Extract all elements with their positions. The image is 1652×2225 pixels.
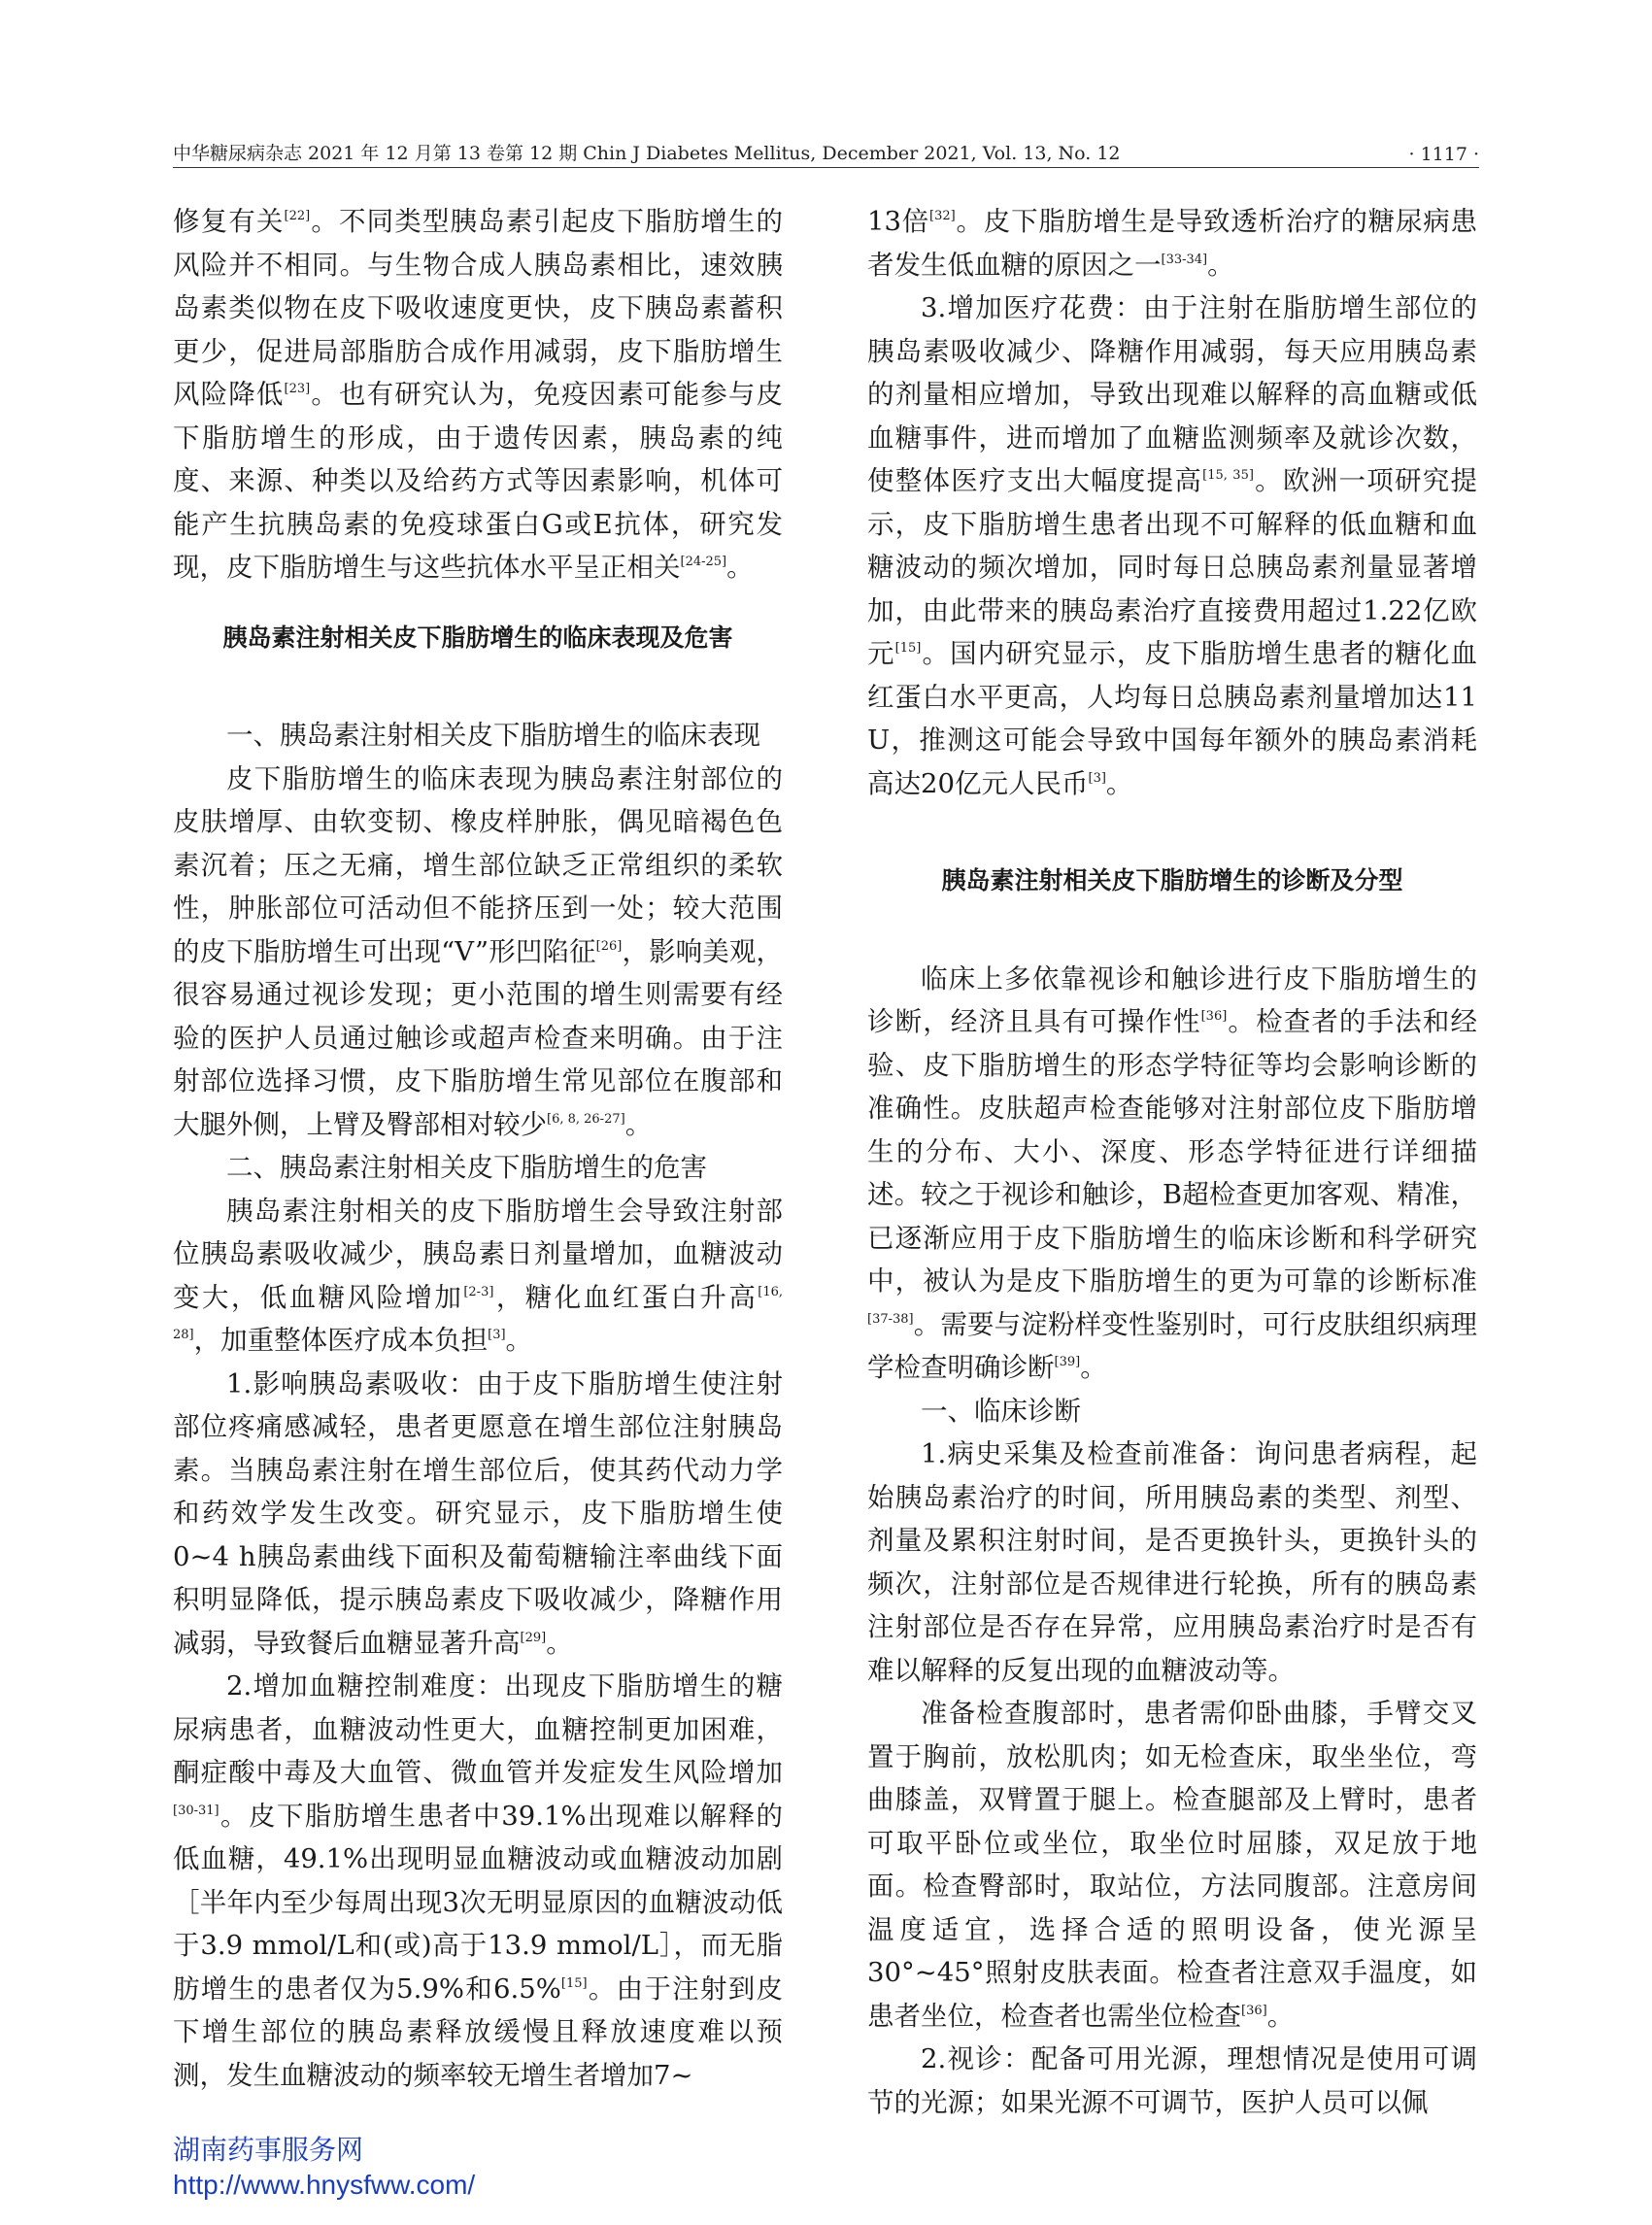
citation-ref[interactable]: [30-31] xyxy=(173,1803,219,1818)
page-number: · 1117 · xyxy=(1408,144,1479,165)
watermark-site-name: 湖南药事服务网 xyxy=(173,2135,364,2165)
citation-ref[interactable]: [29] xyxy=(520,1630,547,1645)
citation-ref[interactable]: [37-38] xyxy=(867,1311,914,1327)
watermark-url[interactable]: http://www.hnysfww.com/ xyxy=(173,2170,476,2200)
subsection-heading: 一、胰岛素注射相关皮下脂肪增生的临床表现 xyxy=(226,720,760,751)
citation-ref[interactable]: [23] xyxy=(284,382,311,396)
section-heading: 胰岛素注射相关皮下脂肪增生的诊断及分型 xyxy=(941,866,1403,894)
citation-ref[interactable]: [22] xyxy=(284,209,311,223)
citation-ref[interactable]: [2-3] xyxy=(463,1284,494,1299)
subsection-heading: 二、胰岛素注射相关皮下脂肪增生的危害 xyxy=(226,1152,707,1183)
body-paragraph: 1.影响胰岛素吸收：由于皮下脂肪增生使注射部位疼痛感减轻，患者更愿意在增生部位注射胰岛素。当胰岛素注射在增生部位后，使其药代动力学和药效学发生改变。研究显示，皮下脂肪增生使0~4 h胰岛素曲线下面积及葡萄糖输注率曲线下面积明显降低，提示胰岛素皮下吸收减少，降糖作用减弱，导致餐后血糖显著升高[29]。 xyxy=(173,1367,783,1659)
body-paragraph: 13倍[32]。皮下脂肪增生是导致透析治疗的糖尿病患者发生低血糖的原因之一[33-34]。 xyxy=(867,206,1477,281)
citation-ref[interactable]: [26] xyxy=(595,938,623,954)
right-column xyxy=(867,200,1477,2124)
subsection-heading: 一、临床诊断 xyxy=(921,1395,1081,1427)
citation-ref[interactable]: [6, 8, 26-27] xyxy=(547,1111,625,1127)
body-paragraph: 2.增加血糖控制难度：出现皮下脂肪增生的糖尿病患者，血糖波动性更大，血糖控制更加困难，酮症酸中毒及大血管、微血管并发症发生风险增加[30-31]。皮下脂肪增生患者中39.1%出现难以解释的低血糖，49.1%出现明显血糖波动或血糖波动加剧［半年内至少每周出现3次无明显原因的血糖波动低于3.9 mmol/L和(或)高于13.9 mmol/L］，而无脂肪增生的患者仅为5.9%和6.5%[15]。由于注射到皮下增生部位的胰岛素释放缓慢且释放速度难以预测，发生血糖波动的频率较无增生者增加7~ xyxy=(173,1670,783,2091)
site-watermark[interactable] xyxy=(173,2133,475,2203)
citation-ref[interactable]: [16, 28] xyxy=(173,1284,784,1342)
citation-ref[interactable]: [15, 35] xyxy=(1202,468,1254,483)
citation-ref[interactable]: [15] xyxy=(560,1975,588,1991)
citation-ref[interactable]: [3] xyxy=(1088,770,1106,786)
running-header xyxy=(173,132,1479,165)
body-paragraph: 胰岛素注射相关的皮下脂肪增生会导致注射部位胰岛素吸收减少，胰岛素日剂量增加，血糖波动变大，低血糖风险增加[2-3]，糖化血红蛋白升高[16, 28]，加重整体医疗成本负担[3]。 xyxy=(173,1195,784,1356)
body-paragraph: 准备检查腹部时，患者需仰卧曲膝，手臂交叉置于胸前，放松肌肉；如无检查床，取坐坐位，弯曲膝盖，双臂置于腿上。检查腿部及上臂时，患者可取平卧位或坐位，取坐位时屈膝，双足放于地面。检查臀部时，取站位，方法同腹部。注意房间温度适宜，选择合适的照明设备，使光源呈30°~45°照射皮肤表面。检查者注意双手温度，如患者坐位，检查者也需坐位检查[36]。 xyxy=(867,1698,1477,2032)
citation-ref[interactable]: [15] xyxy=(894,641,922,656)
header-divider xyxy=(173,167,1479,168)
section-heading: 胰岛素注射相关皮下脂肪增生的临床表现及危害 xyxy=(222,623,733,652)
body-paragraph: 临床上多依靠视诊和触诊进行皮下脂肪增生的诊断，经济且具有可操作性[36]。检查者的手法和经验、皮下脂肪增生的形态学特征等均会影响诊断的准确性。皮肤超声检查能够对注射部位皮下脂肪增生的分布、大小、深度、形态学特征进行详细描述。较之于视诊和触诊，B超检查更加客观、精准，已逐渐应用于皮下脂肪增生的临床诊断和科学研究中，被认为是皮下脂肪增生的更为可靠的诊断标准[37-38]。需要与淀粉样变性鉴别时，可行皮肤组织病理学检查明确诊断[39]。 xyxy=(867,962,1478,1383)
journal-citation: 中华糖尿病杂志 2021 年 12 月第 13 卷第 12 期 Chin J Diabetes Mellitus, December 2021, Vol. 13, No. 12 xyxy=(173,143,1121,164)
body-paragraph: 3.增加医疗花费：由于注射在脂肪增生部位的胰岛素吸收减少、降糖作用减弱，每天应用胰岛素的剂量相应增加，导致出现难以解释的高血糖或低血糖事件，进而增加了血糖监测频率及就诊次数，使整体医疗支出大幅度提高[15, 35]。欧洲一项研究提示，皮下脂肪增生患者出现不可解释的低血糖和血糖波动的频次增加，同时每日总胰岛素剂量显著增加，由此带来的胰岛素治疗直接费用超过1.22亿欧元[15]。国内研究显示，皮下脂肪增生患者的糖化血红蛋白水平更高，人均每日总胰岛素剂量增加达11 U，推测这可能会导致中国每年额外的胰岛素消耗高达20亿元人民币[3]。 xyxy=(867,292,1478,799)
citation-ref[interactable]: [36] xyxy=(1241,2003,1267,2018)
citation-ref[interactable]: [24-25] xyxy=(680,555,727,569)
body-paragraph: 修复有关[22]。不同类型胰岛素引起皮下脂肪增生的风险并不相同。与生物合成人胰岛素相比，速效胰岛素类似物在皮下吸收速度更快，皮下胰岛素蓄积更少，促进局部脂肪合成作用减弱，皮下脂肪增生风险降低[23]。也有研究认为，免疫因素可能参与皮下脂肪增生的形成，由于遗传因素，胰岛素的纯度、来源、种类以及给药方式等因素影响，机体可能产生抗胰岛素的免疫球蛋白G或E抗体，研究发现，皮下脂肪增生与这些抗体水平呈正相关[24-25]。 xyxy=(173,206,784,583)
citation-ref[interactable]: [32] xyxy=(929,209,956,223)
citation-ref[interactable]: [33-34] xyxy=(1161,252,1208,267)
citation-ref[interactable]: [36] xyxy=(1200,1009,1228,1024)
citation-ref[interactable]: [3] xyxy=(488,1328,506,1342)
body-paragraph: 1.病史采集及检查前准备：询问患者病程，起始胰岛素治疗的时间，所用胰岛素的类型、剂型、剂量及累积注射时间，是否更换针头，更换针头的频次，注射部位是否规律进行轮换，所有的胰岛素注射部位是否存在异常，应用胰岛素治疗时是否有难以解释的反复出现的血糖波动等。 xyxy=(867,1438,1477,1686)
body-paragraph: 2.视诊：配备可用光源，理想情况是使用可调节的光源；如果光源不可调节，医护人员可以佩 xyxy=(867,2043,1477,2118)
body-paragraph: 皮下脂肪增生的临床表现为胰岛素注射部位的皮肤增厚、由软变韧、橡皮样肿胀，偶见暗褐色色素沉着；压之无痛，增生部位缺乏正常组织的柔软性，肿胀部位可活动但不能挤压到一处；较大范围的皮下脂肪增生可出现“V”形凹陷征[26]，影响美观，很容易通过视诊发现；更小范围的增生则需要有经验的医护人员通过触诊或超声检查来明确。由于注射部位选择习惯，皮下脂肪增生常见部位在腹部和大腿外侧，上臂及臀部相对较少[6, 8, 26-27]。 xyxy=(173,762,784,1140)
left-column xyxy=(173,200,783,2097)
citation-ref[interactable]: [39] xyxy=(1054,1355,1081,1369)
